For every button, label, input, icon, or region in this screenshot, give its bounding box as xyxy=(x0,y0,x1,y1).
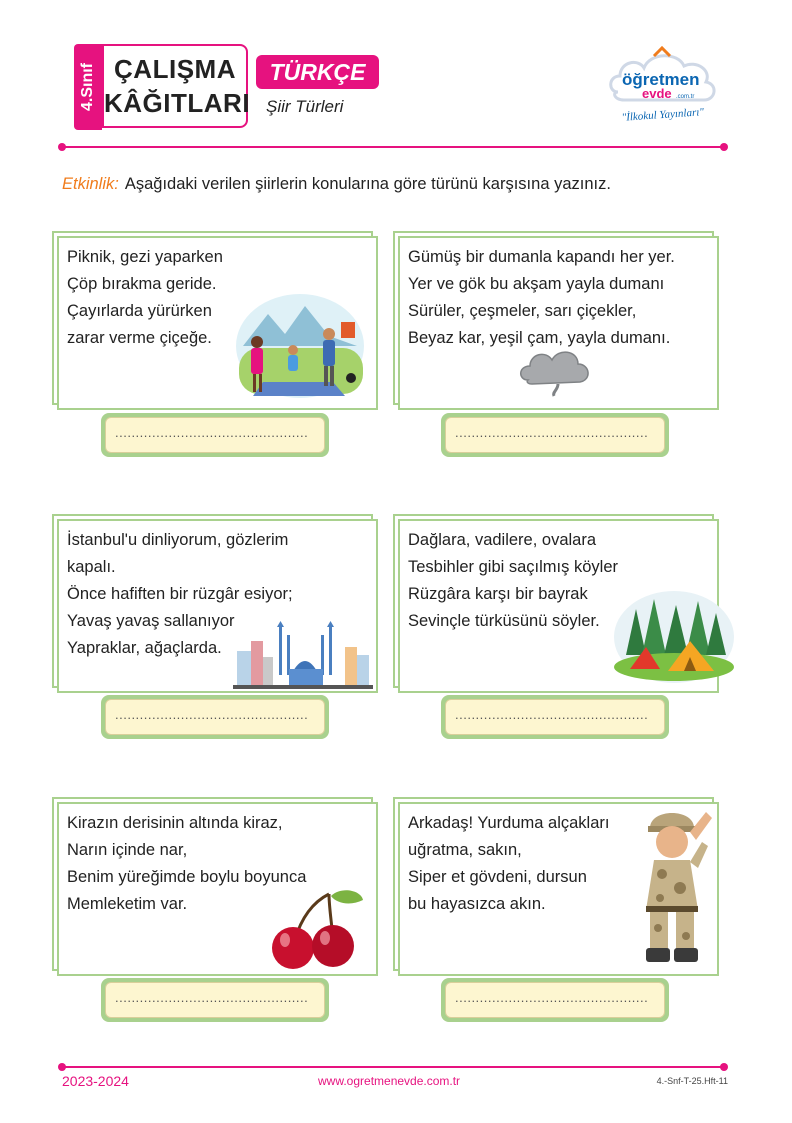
website-link[interactable]: www.ogretmenevde.com.tr xyxy=(318,1074,461,1088)
poem-line: Dağlara, vadilere, ovalara xyxy=(408,531,597,549)
poem-text xyxy=(408,810,609,918)
answer-box-1[interactable] xyxy=(101,413,329,457)
title-line-2: KÂĞITLARI xyxy=(104,88,251,118)
answer-box-5[interactable] xyxy=(101,978,329,1022)
logo-tagline: "İlkokul Yayınları" xyxy=(621,106,705,124)
school-year: 2023-2024 xyxy=(62,1073,129,1089)
grade-tab xyxy=(74,44,102,130)
activity-text: Aşağıdaki verilen şiirlerin konularına göre türünü karşısına yazınız. xyxy=(124,175,611,193)
soldier-illustration xyxy=(632,802,716,972)
poem-line: Tesbihler gibi saçılmış köyler xyxy=(408,558,618,576)
poem-line: uğratma, sakın, xyxy=(408,841,522,859)
poem-line: Sürüler, çeşmeler, sarı çiçekler, xyxy=(408,302,637,320)
poem-line: Gümüş bir dumanla kapandı her yer. xyxy=(408,248,675,266)
poem-line: zarar verme çiçeğe. xyxy=(67,329,212,347)
answer-box-6[interactable] xyxy=(441,978,669,1022)
answer-box-2[interactable] xyxy=(441,413,669,457)
poem-card-6 xyxy=(398,802,719,976)
answer-box-4[interactable] xyxy=(441,695,669,739)
poem-line: İstanbul'u dinliyorum, gözlerim xyxy=(67,531,289,549)
logo-name-2: evde xyxy=(642,86,672,101)
poem-text xyxy=(67,244,223,352)
answer-dots: ............................................... xyxy=(455,990,649,1005)
activity-label: Etkinlik: xyxy=(62,175,119,193)
answer-dots: ............................................... xyxy=(455,425,649,440)
poem-line: Beyaz kar, yeşil çam, yayla dumanı. xyxy=(408,329,671,347)
logo-domain: .com.tr xyxy=(676,94,695,100)
poem-line: Yavaş yavaş sallanıyor xyxy=(67,612,235,630)
poem-line: Siper et gövdeni, dursun xyxy=(408,868,587,886)
logo-name-1: öğretmen xyxy=(622,70,700,89)
poem-card-4 xyxy=(398,519,719,693)
poem-card-3 xyxy=(57,519,378,693)
smoke-cloud-illustration xyxy=(518,346,592,398)
poem-line: Yapraklar, ağaçlarda. xyxy=(67,639,222,657)
poem-text xyxy=(408,244,675,352)
poem-text xyxy=(408,527,618,635)
poem-card-2 xyxy=(398,236,719,410)
subject-badge: TÜRKÇE xyxy=(256,55,379,89)
istanbul-mosque-illustration xyxy=(233,621,373,689)
activity-instruction xyxy=(62,175,611,194)
poem-line: Yer ve gök bu akşam yayla dumanı xyxy=(408,275,665,293)
answer-dots: ............................................... xyxy=(115,990,309,1005)
poem-card-1 xyxy=(57,236,378,410)
poem-line: kapalı. xyxy=(67,558,116,576)
poem-line: Rüzgâra karşı bir bayrak xyxy=(408,585,588,603)
document-code: 4.-Snf-T-25.Hft-11 xyxy=(656,1076,728,1086)
poem-line: Çayırlarda yürürken xyxy=(67,302,212,320)
header-divider xyxy=(62,146,724,148)
poem-line: Narın içinde nar, xyxy=(67,841,188,859)
poem-line: Önce hafiften bir rüzgâr esiyor; xyxy=(67,585,293,603)
poem-line: Arkadaş! Yurduma alçakları xyxy=(408,814,610,832)
poem-line: Çöp bırakma geride. xyxy=(67,275,217,293)
poem-line: Kirazın derisinin altında kiraz, xyxy=(67,814,283,832)
footer-divider xyxy=(62,1066,724,1068)
answer-dots: ............................................... xyxy=(115,707,309,722)
publisher-logo xyxy=(604,40,722,130)
poem-line: Sevinçle türküsünü söyler. xyxy=(408,612,600,630)
grade-label: 4.Sınıf xyxy=(79,62,96,112)
poem-line: bu hayasızca akın. xyxy=(408,895,546,913)
answer-box-3[interactable] xyxy=(101,695,329,739)
cherries-illustration xyxy=(267,888,367,970)
picnic-illustration xyxy=(233,286,367,400)
poem-line: Piknik, gezi yaparken xyxy=(67,248,223,266)
poem-line: Memleketim var. xyxy=(67,895,188,913)
answer-dots: ............................................... xyxy=(115,425,309,440)
camping-illustration xyxy=(612,585,736,685)
answer-dots: ............................................... xyxy=(455,707,649,722)
title-line-1: ÇALIŞMA xyxy=(114,54,236,84)
worksheet-title xyxy=(102,44,251,128)
poem-card-5 xyxy=(57,802,378,976)
poem-line: Benim yüreğimde boylu boyunca xyxy=(67,868,307,886)
topic-label: Şiir Türleri xyxy=(266,97,344,116)
